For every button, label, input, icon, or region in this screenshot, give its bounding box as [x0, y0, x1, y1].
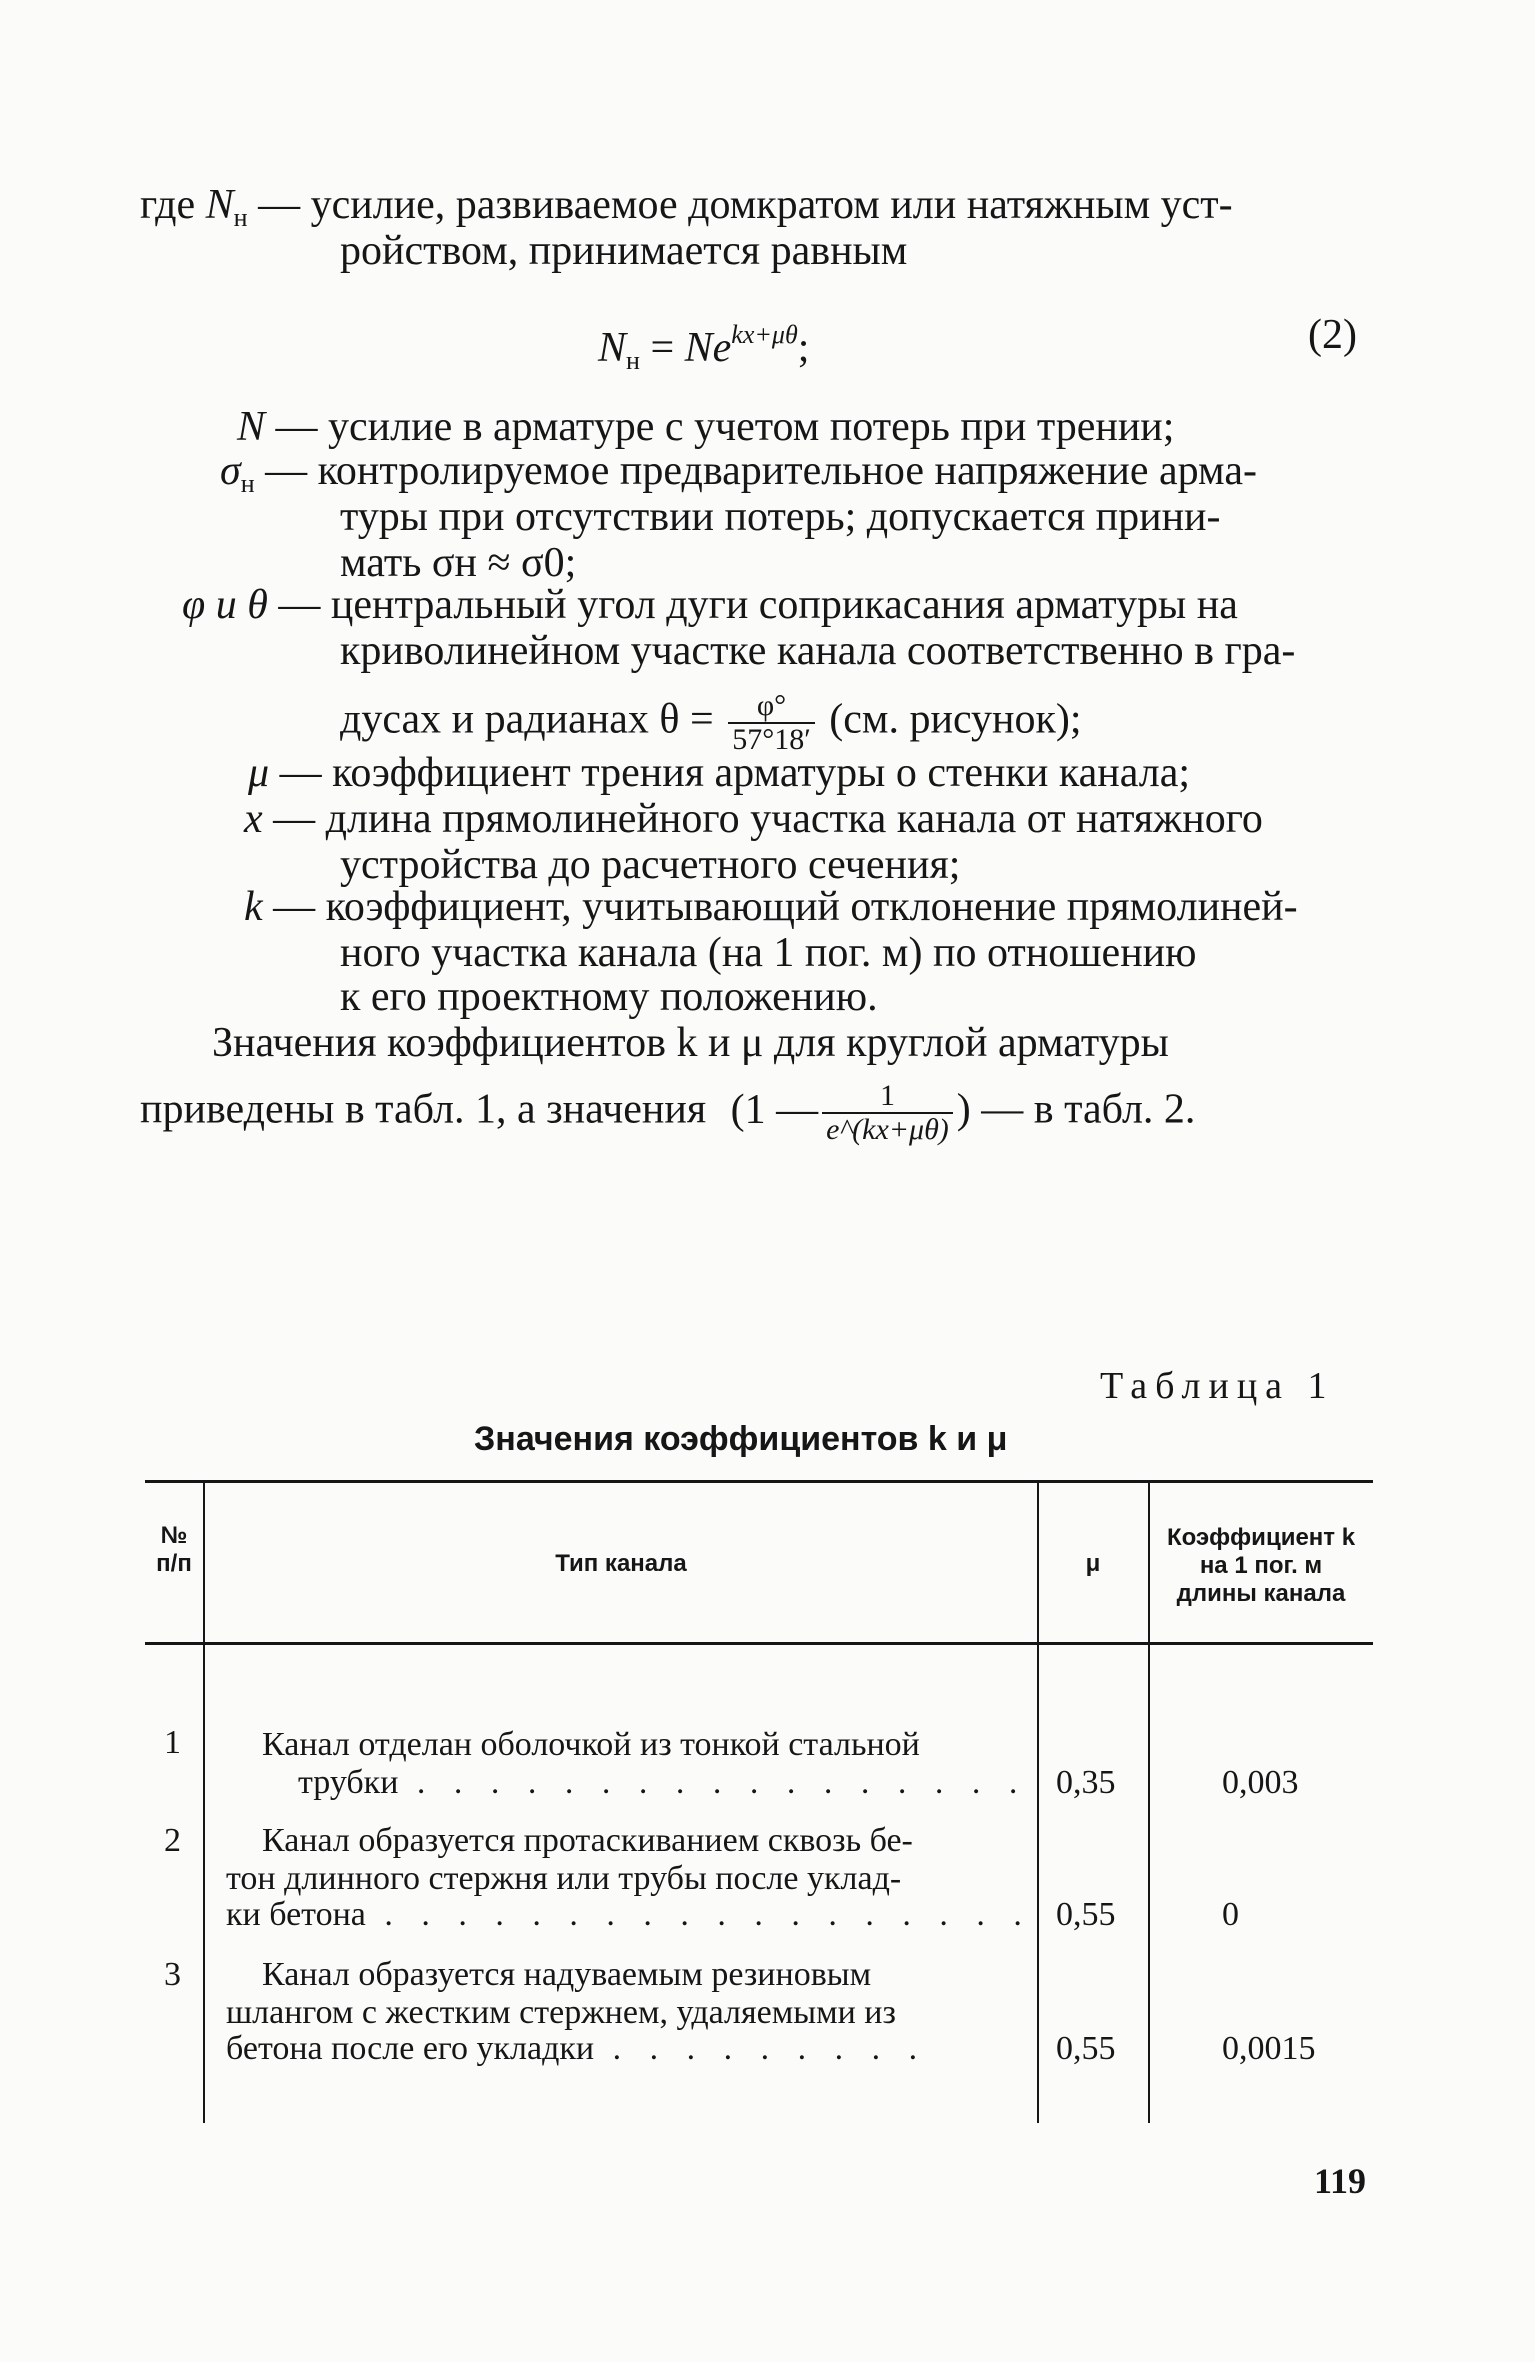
- formula-end: ;: [797, 325, 810, 371]
- row-1-line-1: Канал отделан оболочкой из тонкой стальной: [262, 1726, 920, 1763]
- row-3-line-2: шлангом с жестким стержнем, удаляемыми из: [226, 1994, 896, 2031]
- theta-suffix: (см. рисунок);: [818, 696, 1082, 743]
- def-text: — коэффициент трения арматуры о стенки канала;: [269, 750, 1191, 796]
- row-1-line-2-text: трубки: [298, 1764, 399, 1801]
- def-subscript: н: [240, 469, 255, 498]
- row-1-leader: . . . . . . . . . . . . . . . . .: [398, 1764, 1028, 1801]
- def-phi-cont-1: криволинейном участке канала соответственно в гра-: [340, 628, 1296, 674]
- header-num: № п/п: [156, 1522, 192, 1577]
- def-x-cont-1: устройства до расчетного сечения;: [340, 842, 961, 888]
- def-symbol: k: [244, 884, 263, 930]
- row-3-leader: . . . . . . . . .: [594, 2030, 928, 2067]
- intro-text: — усилие, развиваемое домкратом или натяжным уст-: [247, 182, 1233, 228]
- table-col-line-2: [1037, 1483, 1039, 2123]
- def-phi-theta: [182, 582, 1238, 628]
- def-text: — усилие в арматуре с учетом потерь при трении;: [265, 404, 1175, 450]
- table-caption: Таблица 1: [1100, 1365, 1335, 1407]
- row-2-num: 2: [164, 1822, 181, 1859]
- def-x: [244, 796, 1263, 842]
- para-suffix: — в табл. 2.: [970, 1086, 1196, 1133]
- row-1-mu: 0,35: [1056, 1764, 1116, 1801]
- row-3-line-3-text: бетона после его укладки: [226, 2030, 595, 2067]
- row-2-line-3: [226, 1896, 1032, 1934]
- def-text: — коэффициент, учитывающий отклонение прямолиней-: [262, 884, 1298, 930]
- def-N: [237, 404, 1174, 450]
- para-line-1: Значения коэффициентов k и μ для круглой арматуры: [212, 1020, 1169, 1066]
- def-sigma-cont-2: мать σн ≈ σ0;: [340, 540, 577, 586]
- row-2-line-1: Канал образуется протаскиванием сквозь бе-: [262, 1822, 913, 1859]
- row-2-mu: 0,55: [1056, 1896, 1116, 1933]
- formula-exponent: kx+μθ: [731, 320, 798, 349]
- row-3-line-3: [226, 2030, 927, 2068]
- row-3-mu: 0,55: [1056, 2030, 1116, 2067]
- formula-eq: =: [639, 325, 685, 371]
- table-header-rule: [145, 1642, 1373, 1645]
- def-mu: [248, 750, 1190, 796]
- header-k: Коэффициент k на 1 пог. м длины канала: [1166, 1524, 1356, 1607]
- theta-num: φ°: [728, 690, 815, 724]
- formula-lhs-sub: н: [626, 346, 640, 375]
- row-2-line-3-text: ки бетона: [226, 1896, 366, 1933]
- formula-lhs: N: [598, 325, 627, 371]
- para-close: ): [956, 1086, 971, 1133]
- header-type: Тип канала: [555, 1550, 687, 1577]
- row-3-num: 3: [164, 1956, 181, 1993]
- row-1-line-2: [298, 1764, 1027, 1802]
- para-line-2: [140, 1080, 1195, 1146]
- para-frac-num: 1: [822, 1080, 953, 1114]
- intro-prefix: где: [140, 182, 206, 228]
- formula-rhs: Ne: [684, 325, 732, 371]
- page-number: 119: [1314, 2161, 1367, 2201]
- theta-den: 57°18′: [732, 723, 811, 756]
- def-symbol: N: [237, 404, 266, 450]
- def-symbol: μ: [248, 750, 270, 796]
- def-symbol: σ: [220, 448, 241, 494]
- formula-number: (2): [1308, 312, 1357, 358]
- row-3-line-1: Канал образуется надуваемым резиновым: [262, 1956, 872, 1993]
- theta-prefix: дусах и радианах θ =: [340, 696, 725, 743]
- row-2-k: 0: [1222, 1896, 1239, 1933]
- intro-symbol: N: [205, 182, 234, 228]
- row-2-leader: . . . . . . . . . . . . . . . . . .: [365, 1896, 1032, 1933]
- def-k: [244, 884, 1298, 930]
- intro-subscript: н: [233, 203, 248, 232]
- def-symbol: x: [244, 796, 263, 842]
- theta-fraction: [728, 690, 815, 756]
- row-2-line-2: тон длинного стержня или трубы после уклад-: [226, 1860, 902, 1897]
- def-k-cont-2: к его проектному положению.: [340, 974, 878, 1020]
- def-symbol: φ и θ: [182, 582, 268, 628]
- def-sigma-cont-1: туры при отсутствии потерь; допускается прини-: [340, 494, 1221, 540]
- formula-2: [598, 312, 809, 384]
- row-1-k: 0,003: [1222, 1764, 1299, 1801]
- table-top-rule: [145, 1480, 1373, 1483]
- def-text: — длина прямолинейного участка канала от натяжного: [262, 796, 1263, 842]
- theta-line: [340, 690, 1082, 756]
- para-frac-den: e^(kx+μθ): [826, 1113, 949, 1146]
- table-title: Значения коэффициентов k и μ: [474, 1420, 1008, 1458]
- header-mu: μ: [1085, 1550, 1101, 1577]
- def-text: — центральный угол дуги соприкасания арматуры на: [267, 582, 1238, 628]
- para-fraction: [822, 1080, 953, 1146]
- para-open: (1 —: [730, 1086, 819, 1133]
- intro-line-2: ройством, принимается равным: [340, 228, 908, 274]
- row-1-num: 1: [164, 1724, 181, 1761]
- row-3-k: 0,0015: [1222, 2030, 1316, 2067]
- def-text: — контролируемое предварительное напряжение арма-: [254, 448, 1257, 494]
- def-k-cont-1: ного участка канала (на 1 пог. м) по отношению: [340, 930, 1197, 976]
- table-col-line-1: [203, 1483, 205, 2123]
- para-prefix: приведены в табл. 1, а значения: [140, 1086, 707, 1133]
